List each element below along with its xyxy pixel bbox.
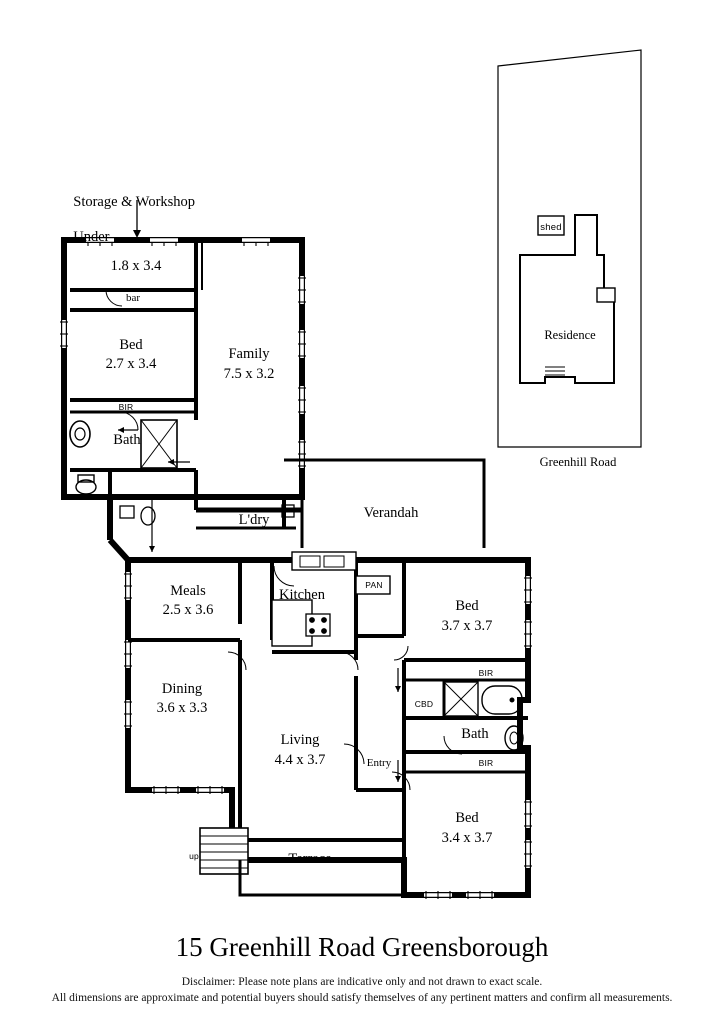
room-bed-main-dims: 3.7 x 3.7 (441, 618, 493, 634)
cbd-label: CBD (414, 699, 434, 709)
room-bed-rear-dims: 2.7 x 3.4 (105, 356, 157, 372)
bir-front-label: BIR (478, 758, 494, 768)
room-laundry-label: L'dry (238, 512, 270, 528)
room-bed-front-dims: 3.4 x 3.7 (441, 830, 493, 846)
storage-note (66, 176, 286, 247)
room-bed-main-label: Bed (455, 598, 479, 614)
disclaimer-line-2: All dimensions are approximate and potential buyers should satisfy themselves of any pertinent matters and confirm all measurements. (51, 992, 673, 1004)
room-meals-label: Meals (170, 583, 206, 599)
pantry-label: PAN (365, 580, 383, 590)
page-title: 15 Greenhill Road Greensborough (175, 932, 549, 962)
storage-note-line1: Storage & Workshop (73, 193, 196, 210)
stairs-up-label: up (189, 851, 199, 861)
room-family-label: Family (228, 346, 270, 362)
site-plan-group (498, 50, 641, 447)
storage-note-line2: Under (73, 229, 110, 246)
room-meals-dims: 2.5 x 3.6 (162, 602, 214, 618)
room-dining-label: Dining (161, 681, 203, 697)
room-upper-dims: 1.8 x 3.4 (110, 258, 162, 274)
bir-main-label: BIR (478, 668, 494, 678)
room-entry-label: Entry (366, 757, 392, 769)
room-bar-label: bar (125, 292, 141, 304)
disclaimer-line-1: Disclaimer: Please note plans are indicative only and not drawn to exact scale. (181, 976, 543, 988)
room-bed-front-label: Bed (455, 810, 479, 826)
room-dining-dims: 3.6 x 3.3 (156, 700, 208, 716)
bir-rear-label: BIR (118, 402, 134, 412)
room-family-dims: 7.5 x 3.2 (223, 366, 275, 382)
room-verandah-label: Verandah (363, 505, 419, 521)
room-bath-main-label: Bath (461, 726, 489, 742)
room-terrace-label: Terrace (288, 851, 332, 867)
room-living-label: Living (280, 732, 320, 748)
room-bed-rear-label: Bed (119, 337, 143, 353)
residence-label: Residence (544, 328, 596, 342)
room-bath-rear-label: Bath (113, 432, 141, 448)
street-label: Greenhill Road (539, 455, 617, 469)
room-living-dims: 4.4 x 3.7 (274, 752, 326, 768)
shed-label: shed (540, 222, 562, 233)
room-kitchen-label: Kitchen (279, 587, 325, 603)
